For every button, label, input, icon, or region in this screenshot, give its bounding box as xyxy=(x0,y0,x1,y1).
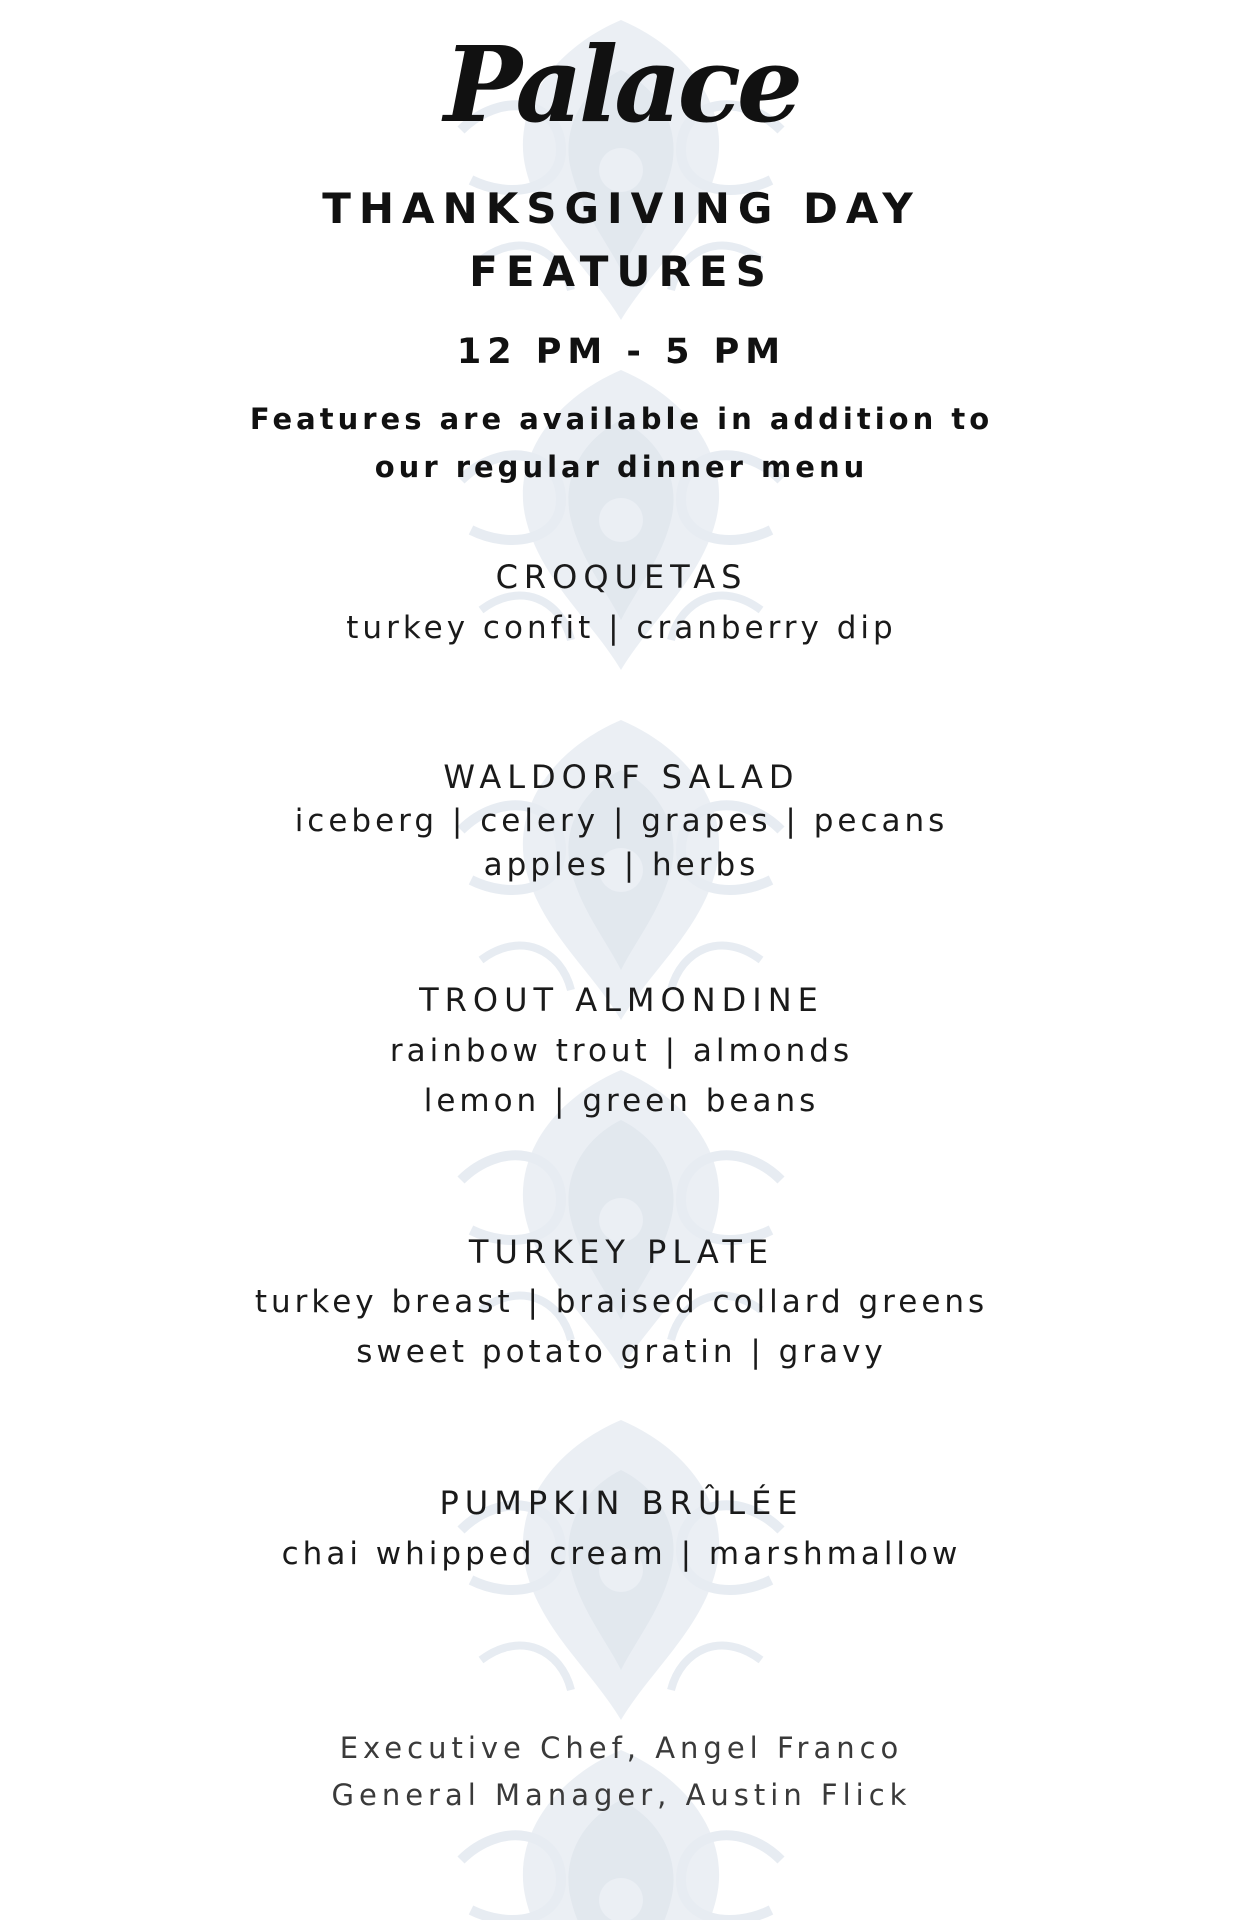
menu-item-name: TURKEY PLATE xyxy=(468,1233,775,1271)
menu-item-name: TROUT ALMONDINE xyxy=(419,981,824,1019)
menu-item-description: apples | herbs xyxy=(483,847,760,883)
menu-item-description: rainbow trout | almonds xyxy=(389,1033,854,1069)
palace-logo: Palace xyxy=(443,23,800,146)
menu-item-description: chai whipped cream | marshmallow xyxy=(281,1536,962,1572)
menu-item-name: PUMPKIN BRÛLÉE xyxy=(439,1484,804,1522)
menu-item-name: WALDORF SALAD xyxy=(443,758,800,796)
menu-item-description: lemon | green beans xyxy=(423,1083,820,1119)
menu-title-line-1: THANKSGIVING DAY xyxy=(322,184,921,233)
menu-item-name: CROQUETAS xyxy=(495,558,748,596)
service-hours: 12 PM - 5 PM xyxy=(456,332,787,372)
menu-item-description: sweet potato gratin | gravy xyxy=(356,1334,887,1370)
menu-item-description: turkey breast | braised collard greens xyxy=(254,1284,989,1320)
menu-item-description: turkey confit | cranberry dip xyxy=(346,610,897,646)
availability-note-line-1: Features are available in addition to xyxy=(249,402,994,436)
menu-title-line-2: FEATURES xyxy=(469,247,774,296)
general-manager-credit: General Manager, Austin Flick xyxy=(331,1778,912,1812)
menu-item-description: iceberg | celery | grapes | pecans xyxy=(294,803,949,839)
availability-note-line-2: our regular dinner menu xyxy=(374,450,869,484)
executive-chef-credit: Executive Chef, Angel Franco xyxy=(339,1731,904,1765)
